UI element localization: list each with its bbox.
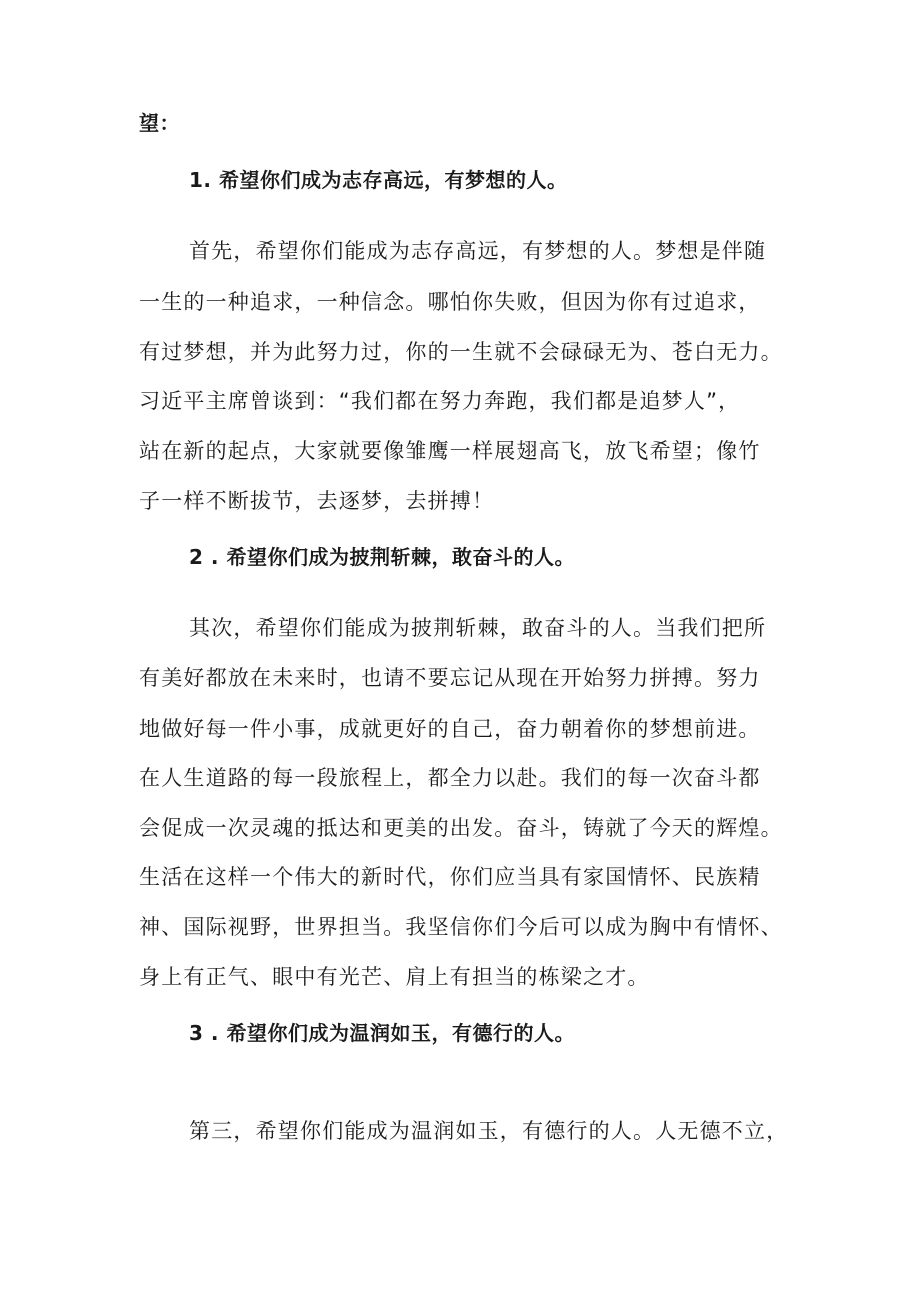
section-1-heading: 1. 希望你们成为志存高远，有梦想的人。 bbox=[189, 168, 568, 192]
section-1-line-3: 有过梦想，并为此努力过，你的一生就不会碌碌无为、苍白无力。 bbox=[139, 340, 783, 364]
section-1-line-1: 首先，希望你们能成为志存高远，有梦想的人。梦想是伴随 bbox=[189, 239, 767, 263]
section-2-line-5: 会促成一次灵魂的抵达和更美的出发。奋斗，铸就了今天的辉煌。 bbox=[139, 816, 783, 840]
section-3-line-1: 第三，希望你们能成为温润如玉，有德行的人。人无德不立， bbox=[189, 1119, 789, 1143]
section-1-line-2: 一生的一种追求，一种信念。哪怕你失败，但因为你有过追求， bbox=[139, 290, 761, 314]
section-2-line-6: 生活在这样一个伟大的新时代，你们应当具有家国情怀、民族精 bbox=[139, 865, 761, 889]
section-1-line-4: 习近平主席曾谈到：“我们都在努力奔跑，我们都是追梦人”， bbox=[139, 389, 741, 413]
section-1-line-5: 站在新的起点，大家就要像雏鹰一样展翅高飞，放飞希望；像竹 bbox=[139, 439, 761, 463]
section-2-line-4: 在人生道路的每一段旅程上，都全力以赴。我们的每一次奋斗都 bbox=[139, 766, 761, 790]
intro-fragment: 望： bbox=[139, 111, 180, 135]
section-2-heading: 2 . 希望你们成为披荆斩棘，敢奋斗的人。 bbox=[189, 545, 575, 569]
section-2-line-2: 有美好都放在未来时，也请不要忘记从现在开始努力拼搏。努力 bbox=[139, 666, 761, 690]
section-2-line-8: 身上有正气、眼中有光芒、肩上有担当的栋梁之才。 bbox=[139, 965, 650, 989]
section-2-line-7: 神、国际视野，世界担当。我坚信你们今后可以成为胸中有情怀、 bbox=[139, 915, 783, 939]
section-3-heading: 3 . 希望你们成为温润如玉，有德行的人。 bbox=[189, 1021, 575, 1045]
section-2-line-1: 其次，希望你们能成为披荆斩棘，敢奋斗的人。当我们把所 bbox=[189, 616, 767, 640]
section-1-line-6: 子一样不断拔节，去逐梦，去拼搏！ bbox=[139, 489, 495, 513]
section-2-line-3: 地做好每一件小事，成就更好的自己，奋力朝着你的梦想前进。 bbox=[139, 717, 761, 741]
